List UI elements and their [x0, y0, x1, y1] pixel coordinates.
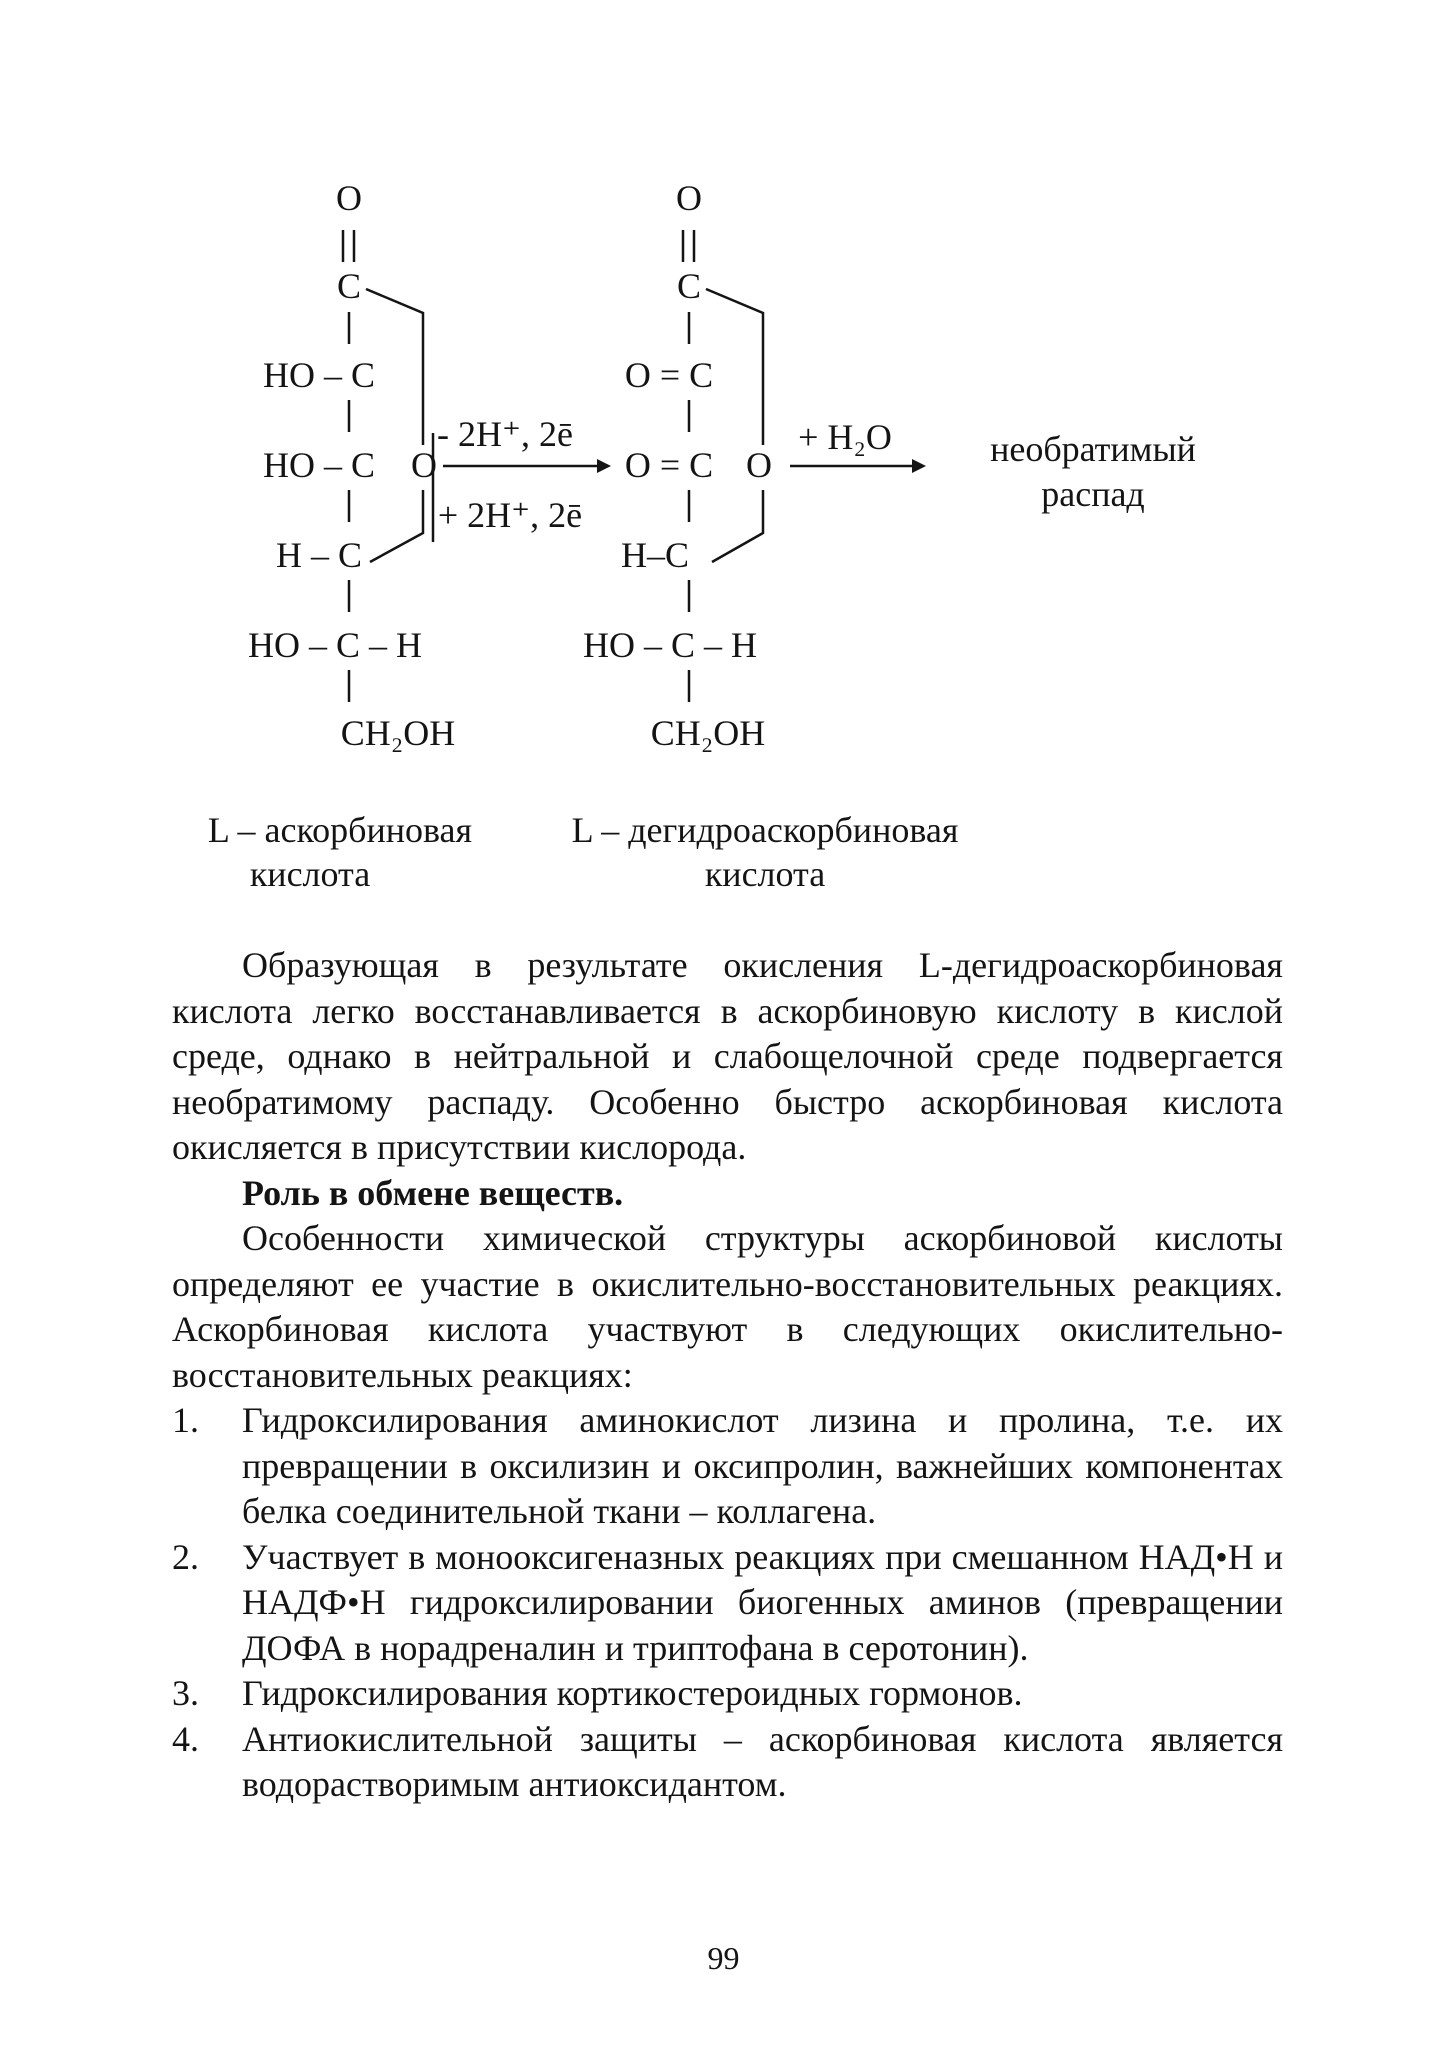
body-text	[172, 943, 1283, 1808]
ascorbic-acid-structure	[248, 178, 455, 753]
left-ring-oxygen: O	[411, 445, 437, 485]
list-item-number: 2.	[172, 1536, 199, 1577]
right-carbon-2: O = C	[624, 355, 714, 395]
list-item-number: 1.	[172, 1400, 199, 1440]
right-carbon-3: O = C	[624, 445, 714, 485]
left-carbon-4: H – C	[275, 535, 363, 575]
result-line-2: распад	[1041, 474, 1145, 514]
result-line-1: необратимый	[990, 429, 1196, 469]
reduction-label: + 2H⁺, 2ē	[437, 495, 583, 535]
right-ring-oxygen: O	[746, 445, 772, 485]
right-carbon-4: H–C	[620, 535, 690, 575]
left-oxygen-top: O	[336, 178, 362, 218]
list-item-text: Гидроксилирования аминокислот лизина и пролина, т.е. их превращении в оксилизин и оксипролин, важнейших компонентах белка соединительной ткани – коллагена.	[242, 1400, 1283, 1531]
list-item	[172, 1717, 1283, 1808]
right-carbon-1: C	[676, 266, 702, 306]
caption-dehydroascorbic-acid	[550, 808, 980, 896]
left-carbon-5: HO – C – H	[247, 625, 423, 665]
section-heading: Роль в обмене веществ.	[242, 1172, 624, 1213]
list-item-number: 4.	[172, 1718, 199, 1759]
left-carbon-1: C	[336, 266, 362, 306]
page-number: 99	[707, 1940, 740, 1976]
caption-ascorbic-acid	[160, 808, 520, 896]
water-label: + H₂O	[798, 417, 892, 457]
list-item-text: Антиокислительной защиты – аскорбиновая кислота является водорастворимым антиоксидантом.	[242, 1718, 1283, 1804]
paragraph-role: Особенности химической структуры аскорбиновой кислоты определяют ее участие в окислительно-восстановительных реакциях. Аскорбиновая кислота участвуют в следующих окислительно-восстановительных реакциях:	[172, 1218, 1283, 1395]
paragraph-oxidation: Образующая в результате окисления L-дегидроаскорбиновая кислота легко восстанавливается в аскорбиновую кислоту в кислой среде, однако в нейтральной и слабощелочной среде подвергается необратимому распаду. Особенно быстро аскорбиновая кислота окисляется в присутствии кислорода.	[172, 945, 1283, 1167]
list-item	[172, 1398, 1283, 1535]
right-oxygen-top: O	[676, 178, 702, 218]
left-carbon-6: CH₂OH	[340, 713, 456, 753]
list-item	[172, 1535, 1283, 1672]
left-carbon-2: HO – C	[262, 355, 376, 395]
left-carbon-3: HO – C	[262, 445, 376, 485]
list-item-number: 3.	[172, 1673, 199, 1713]
caption-dehydro-line-2: кислота	[704, 854, 826, 894]
list-item	[172, 1671, 1283, 1717]
oxidation-label: - 2H⁺, 2ē	[437, 414, 573, 454]
reactions-list	[172, 1398, 1283, 1808]
redox-arrows	[433, 414, 611, 542]
dehydroascorbic-acid-structure	[583, 178, 772, 753]
list-item-text: Участвует в монооксигеназных реакциях при смешанном НАД•Н и НАДФ•Н гидроксилировании биогенных аминов (превращении ДОФА в норадреналин и триптофана в серотонин).	[242, 1536, 1283, 1668]
right-carbon-6: CH₂OH	[650, 713, 766, 753]
hydrolysis-arrow	[790, 417, 1196, 514]
right-carbon-5: HO – C – H	[582, 625, 758, 665]
caption-dehydro-line-1: L – дегидроаскорбиновая	[571, 810, 959, 850]
caption-ascorbic-line-1: L – аскорбиновая	[207, 810, 473, 850]
reaction-scheme	[0, 0, 1447, 900]
list-item-text: Гидроксилирования кортикостероидных гормонов.	[242, 1673, 1023, 1713]
caption-ascorbic-line-2: кислота	[249, 854, 371, 894]
